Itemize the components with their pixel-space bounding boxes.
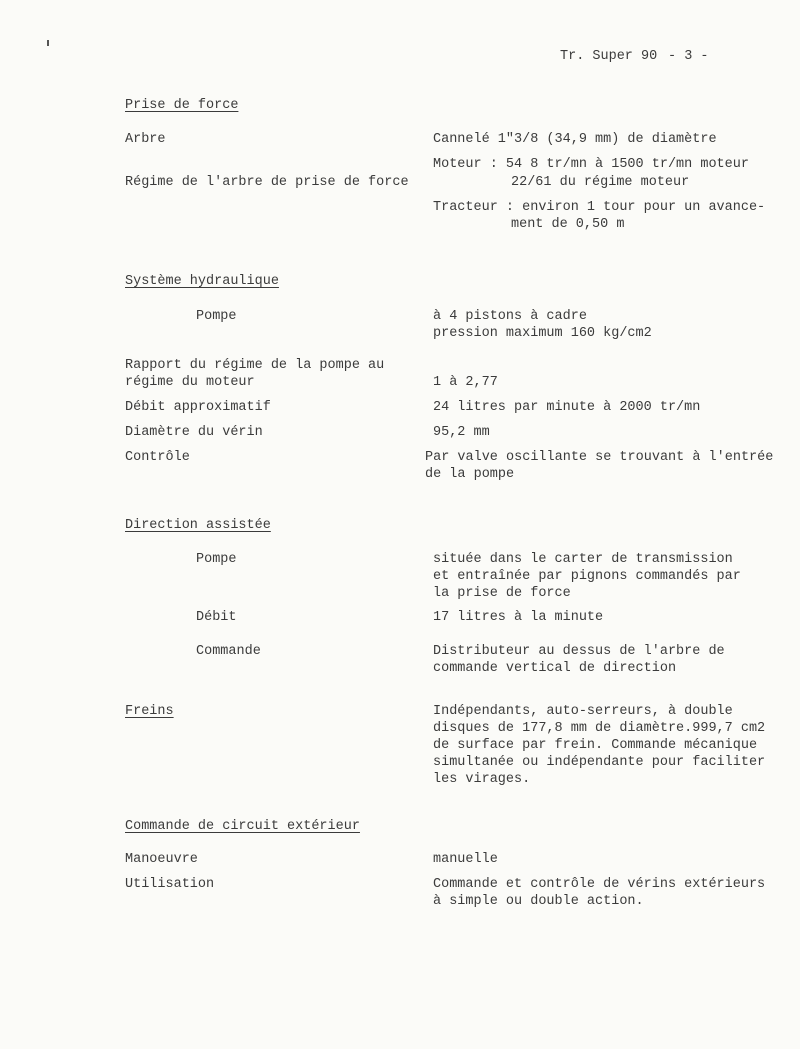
- section-heading-steering: Direction assistée: [125, 518, 271, 533]
- label-manoeuvre: Manoeuvre: [125, 852, 198, 867]
- value-steering-commande-1: Distributeur au dessus de l'arbre de: [433, 644, 725, 659]
- label-rapport-1: Rapport du régime de la pompe au: [125, 358, 385, 373]
- page-number: - 3 -: [668, 49, 709, 64]
- value-steering-pompe-3: la prise de force: [433, 586, 571, 601]
- punch-mark: [47, 40, 49, 46]
- label-steering-pompe: Pompe: [196, 552, 237, 567]
- value-brakes-2: disques de 177,8 mm de diamètre.999,7 cm2: [433, 721, 766, 736]
- label-pompe: Pompe: [196, 309, 237, 324]
- label-arbre: Arbre: [125, 132, 166, 147]
- value-moteur-2: 22/61 du régime moteur: [511, 175, 690, 190]
- value-controle-1: Par valve oscillante se trouvant à l'entrée: [425, 450, 774, 465]
- value-rapport: 1 à 2,77: [433, 375, 498, 390]
- document-reference: Tr. Super 90: [560, 49, 658, 64]
- value-tracteur-2: ment de 0,50 m: [511, 217, 625, 232]
- label-steering-commande: Commande: [196, 644, 261, 659]
- value-steering-pompe-1: située dans le carter de transmission: [433, 552, 733, 567]
- label-debit: Débit approximatif: [125, 400, 271, 415]
- value-moteur-1: Moteur : 54 8 tr/mn à 1500 tr/mn moteur: [433, 157, 749, 172]
- value-debit: 24 litres par minute à 2000 tr/mn: [433, 400, 701, 415]
- label-rapport-2: régime du moteur: [125, 375, 255, 390]
- value-controle-2: de la pompe: [425, 467, 515, 482]
- value-tracteur-1: Tracteur : environ 1 tour pour un avance-: [433, 200, 766, 215]
- label-diametre: Diamètre du vérin: [125, 425, 263, 440]
- value-brakes-3: de surface par frein. Commande mécanique: [433, 738, 758, 753]
- value-pompe-1: à 4 pistons à cadre: [433, 309, 587, 324]
- value-manoeuvre: manuelle: [433, 852, 498, 867]
- value-pompe-2: pression maximum 160 kg/cm2: [433, 326, 652, 341]
- value-steering-commande-2: commande vertical de direction: [433, 661, 677, 676]
- value-brakes-4: simultanée ou indépendante pour faciliter: [433, 755, 766, 770]
- value-steering-pompe-2: et entraînée par pignons commandés par: [433, 569, 741, 584]
- section-heading-brakes: Freins: [125, 704, 174, 719]
- section-heading-pto: Prise de force: [125, 98, 239, 113]
- section-heading-external: Commande de circuit extérieur: [125, 819, 360, 834]
- value-diametre: 95,2 mm: [433, 425, 490, 440]
- value-utilisation-1: Commande et contrôle de vérins extérieurs: [433, 877, 766, 892]
- label-regime: Régime de l'arbre de prise de force: [125, 175, 409, 190]
- value-brakes-5: les virages.: [433, 772, 531, 787]
- value-utilisation-2: à simple ou double action.: [433, 894, 644, 909]
- label-steering-debit: Débit: [196, 610, 237, 625]
- section-heading-hydraulics: Système hydraulique: [125, 274, 279, 289]
- label-controle: Contrôle: [125, 450, 190, 465]
- value-steering-debit: 17 litres à la minute: [433, 610, 604, 625]
- value-brakes-1: Indépendants, auto-serreurs, à double: [433, 704, 733, 719]
- label-utilisation: Utilisation: [125, 877, 215, 892]
- value-arbre: Cannelé 1"3/8 (34,9 mm) de diamètre: [433, 132, 717, 147]
